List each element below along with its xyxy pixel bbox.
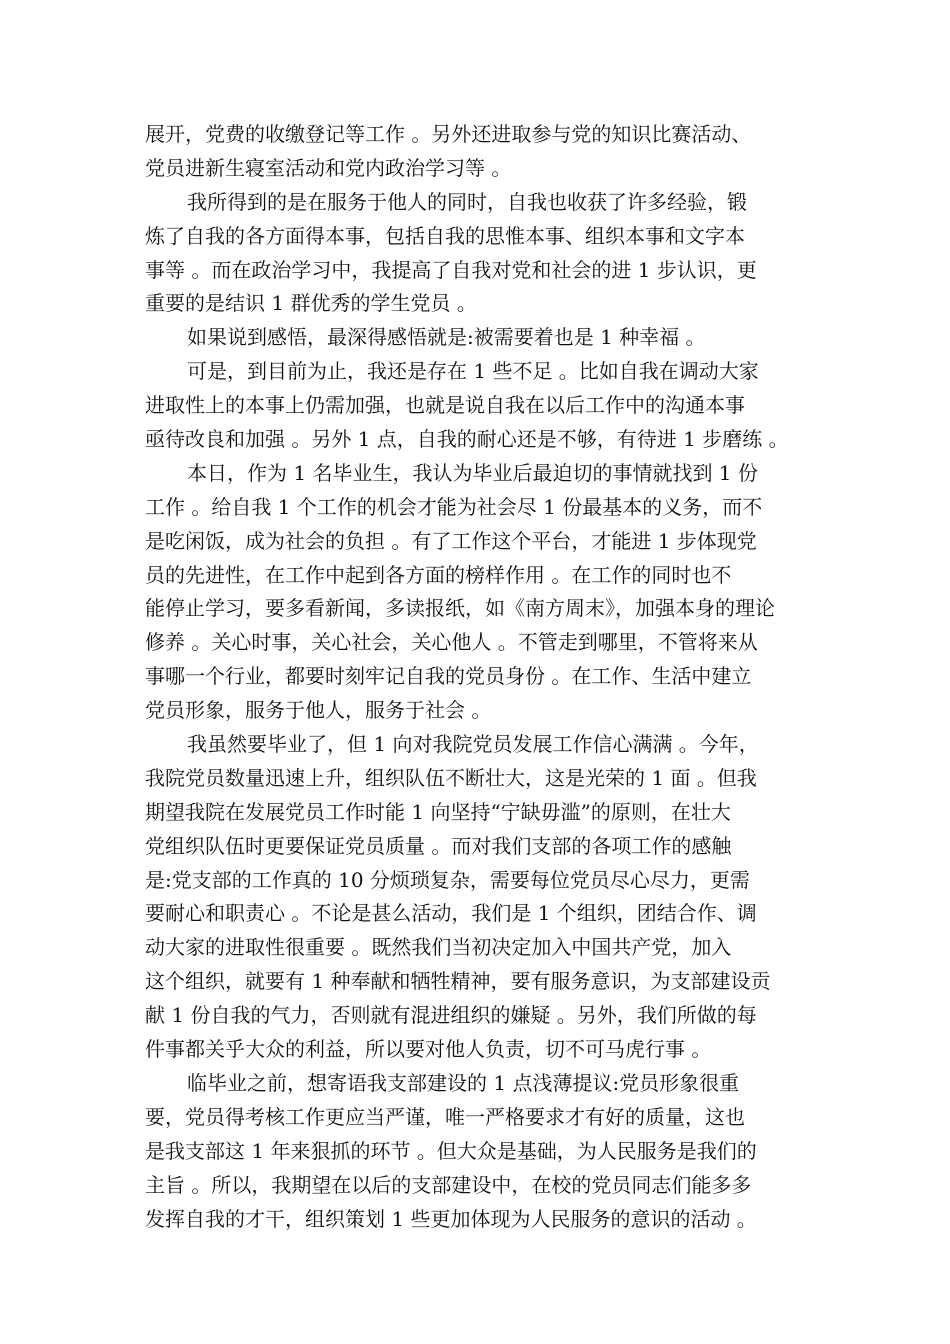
- body-text: [145, 118, 815, 1236]
- text-line: 可是，到目前为止，我还是存在 1 些不足 。比如自我在调动大家: [187, 359, 759, 384]
- text-line: 我虽然要毕业了，但 1 向对我院党员发展工作信心满满 。今年，: [187, 732, 759, 757]
- text-line: 本日，作为 1 名毕业生，我认为毕业后最迫切的事情就找到 1 份: [187, 460, 758, 485]
- text-line: 要耐心和职责心 。不论是甚么活动，我们是 1 个组织，团结合作、调: [145, 901, 757, 926]
- text-line: 献 1 份自我的气力，否则就有混进组织的嫌疑 。另外，我们所做的每: [145, 1003, 757, 1028]
- text-line: 临毕业之前，想寄语我支部建设的 1 点浅薄提议:党员形象很重: [187, 1070, 740, 1095]
- text-line: 事等 。而在政治学习中，我提高了自我对党和社会的进 1 步认识，更: [145, 257, 757, 282]
- text-line: 重要的是结识 1 群优秀的学生党员 。: [145, 291, 477, 316]
- text-line: 炼了自我的各方面得本事，包括自我的思惟本事、组织本事和文字本: [145, 223, 745, 248]
- text-line: 是:党支部的工作真的 10 分烦琐复杂，需要每位党员尽心尽力，更需: [145, 867, 750, 892]
- text-line: 党员形象，服务于他人，服务于社会 。: [145, 698, 492, 723]
- text-line: 是吃闲饭，成为社会的负担 。有了工作这个平台，才能进 1 步体现党: [145, 528, 757, 553]
- text-line: 亟待改良和加强 。另外 1 点，自我的耐心还是不够，有待进 1 步磨练 。: [145, 427, 789, 452]
- text-line: 能停止学习，要多看新闻，多读报纸，如《南方周末》，加强本身的理论: [145, 596, 775, 621]
- text-line: 如果说到感悟，最深得感悟就是:被需要着也是 1 种幸福 。: [187, 325, 706, 350]
- text-line: 我院党员数量迅速上升，组织队伍不断壮大，这是光荣的 1 面 。但我: [145, 765, 757, 790]
- text-line: 要，党员得考核工作更应当严谨，唯一严格要求才有好的质量，这也: [145, 1104, 745, 1129]
- text-line: 是我支部这 1 年来狠抓的环节 。但大众是基础，为人民服务是我们的: [145, 1138, 757, 1163]
- text-line: 我所得到的是在服务于他人的同时，自我也收获了许多经验，锻: [187, 189, 747, 214]
- text-line: 主旨 。所以，我期望在以后的支部建设中，在校的党员同志们能多多: [145, 1172, 752, 1197]
- text-line: 员的先进性，在工作中起到各方面的榜样作用 。在工作的同时也不: [145, 562, 732, 587]
- text-line: 件事都关乎大众的利益，所以要对他人负责，切不可马虎行事 。: [145, 1037, 712, 1062]
- text-line: 进取性上的本事上仍需加强，也就是说自我在以后工作中的沟通本事: [145, 393, 745, 418]
- text-line: 党组织队伍时更要保证党员质量 。而对我们支部的各项工作的感触: [145, 833, 732, 858]
- text-line: 工作 。给自我 1 个工作的机会才能为社会尽 1 份最基本的义务，而不: [145, 494, 763, 519]
- text-line: 展开，党费的收缴登记等工作 。另外还进取参与党的知识比赛活动、: [145, 122, 752, 146]
- text-line: 事哪一个行业，都要时刻牢记自我的党员身份 。在工作、生活中建立: [145, 664, 752, 689]
- text-line: 动大家的进取性很重要 。既然我们当初决定加入中国共产党，加入: [145, 935, 732, 960]
- text-line: 修养 。关心时事，关心社会，关心他人 。不管走到哪里，不管将来从: [145, 630, 758, 655]
- text-line: 期望我院在发展党员工作时能 1 向坚持“宁缺毋滥”的原则，在壮大: [145, 799, 731, 824]
- text-line: 发挥自我的才干，组织策划 1 些更加体现为人民服务的意识的活动 。: [145, 1206, 757, 1231]
- text-line: 党员进新生寝室活动和党内政治学习等 。: [145, 155, 512, 180]
- text-line: 这个组织，就要有 1 种奉献和牺牲精神，要有服务意识，为支部建设贡: [145, 969, 771, 994]
